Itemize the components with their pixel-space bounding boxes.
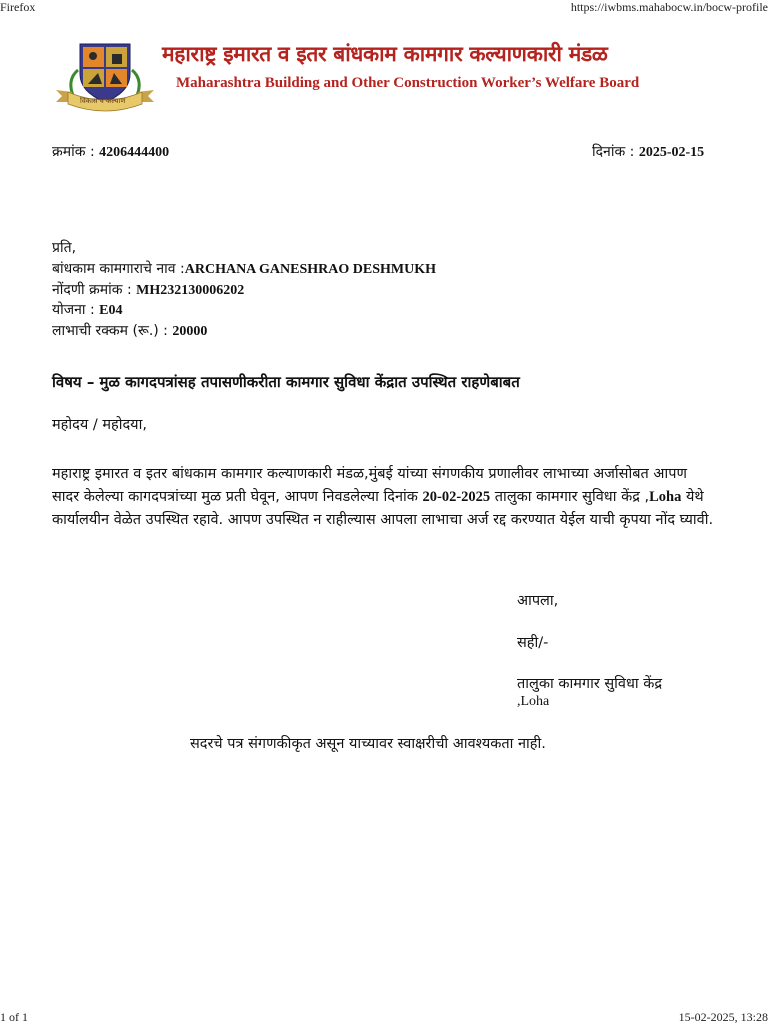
worker-name-label: बांधकाम कामगाराचे नाव : (52, 261, 185, 277)
board-title-marathi: महाराष्ट्र इमारत व इतर बांधकाम कामगार कल्याणकारी मंडळ (162, 42, 608, 66)
appointment-date: 20-02-2025 (422, 489, 491, 505)
registration-value: MH232130006202 (136, 283, 245, 298)
letter-date-label: दिनांक : (592, 144, 635, 160)
print-datetime: 15-02-2025, 13:28 (678, 1010, 768, 1024)
closing: आपला, (517, 593, 559, 609)
amount-line (52, 321, 207, 340)
reference-number-line (52, 142, 169, 161)
registration-label: नोंदणी क्रमांक : (52, 282, 132, 298)
amount-value: 20000 (172, 324, 208, 339)
scheme-line (52, 300, 123, 319)
page-url[interactable]: https://iwbms.mahabocw.in/bocw-profile (570, 0, 768, 14)
amount-label: लाभाची रक्कम (रू.) : (52, 323, 168, 339)
worker-name-line (52, 259, 436, 278)
body-text-part1: महाराष्ट्र इमारत व इतर बांधकाम कामगार कल्याणकारी मंडळ,मुंबई यांच्या संगणकीय प्रणालीवर लाभाच्या अर्जासोबत आपण सादर केलेल्या कागदपत्रांच्या मुळ प्रती घेवून, आपण निवडलेल्या दिनांक (52, 466, 687, 505)
letter-body (52, 463, 716, 532)
browser-app-name: Firefox (0, 0, 36, 14)
reference-number-label: क्रमांक : (52, 144, 95, 160)
salutation: महोदय / महोदया, (52, 417, 147, 433)
body-text-part2: तालुका कामगार सुविधा केंद्र , (494, 489, 650, 505)
signatory-title: तालुका कामगार सुविधा केंद्र (517, 676, 663, 692)
worker-name-value: ARCHANA GANESHRAO DESHMUKH (184, 262, 436, 277)
body-text-part3: येथे कार्यालयीन वेळेत उपस्थित रहावे. आपण उपस्थित न राहील्यास आपला लाभाचा अर्ज रद्द करण्यात येईल याची कृपया नोंद घ्यावी. (52, 489, 714, 528)
computer-generated-note: सदरचे पत्र संगणकीकृत असून याच्यावर स्वाक्षरीची आवश्यकता नाही. (190, 736, 546, 752)
board-title-english: Maharashtra Building and Other Construction Worker’s Welfare Board (176, 75, 640, 91)
signatory-location: ,Loha (517, 694, 550, 709)
signed-mark: सही/- (517, 635, 549, 651)
page-count: 1 of 1 (0, 1010, 28, 1024)
registration-line (52, 280, 244, 299)
logo-ribbon-text: विकास व कल्याण (80, 97, 126, 105)
letter-date-value: 2025-02-15 (638, 145, 705, 160)
letter-subject: विषय – मुळ कागदपत्रांसह तपासणीकरीता कामगार सुविधा केंद्रात उपस्थित राहणेबाबत (52, 373, 520, 391)
board-logo (52, 40, 158, 112)
center-name: Loha (649, 489, 682, 505)
reference-number-value: 4206444400 (99, 145, 170, 160)
scheme-value: E04 (99, 303, 123, 318)
scheme-label: योजना : (52, 302, 95, 318)
recipient-prefix: प्रति, (52, 240, 77, 256)
letter-date-line (592, 142, 704, 161)
